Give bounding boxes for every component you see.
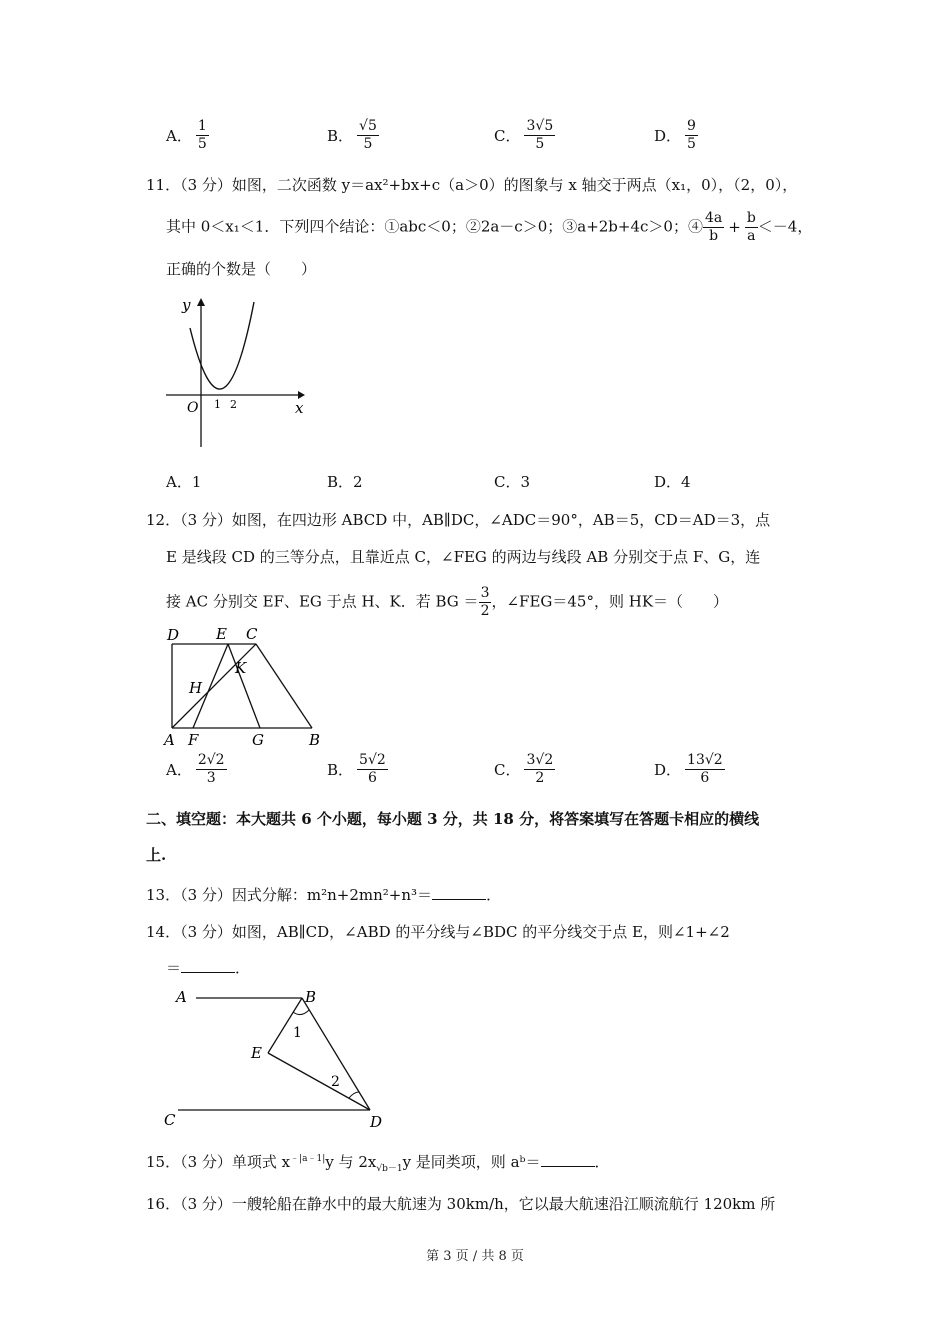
q15-mid: y 与 2x	[325, 1153, 377, 1171]
fraction-numerator: 5√2	[359, 752, 386, 768]
q10-option-c	[494, 118, 555, 153]
q12-line2: E 是线段 CD 的三等分点，且靠近点 C，∠FEG 的两边与线段 AB 分别交于点 F、G，连	[166, 548, 761, 566]
q11-line2-text: 其中 0＜x₁＜1．下列四个结论：①abc＜0；②2a－c＞0；③a+2b+4c＞0；④	[166, 217, 703, 236]
fraction-numerator: 3√2	[526, 752, 554, 768]
fraction-denominator: 5	[687, 136, 696, 152]
q12-line3-text: 接 AC 分别交 EF、EG 于点 H、K．若 BG ＝	[166, 592, 479, 611]
fraction-numerator: 3√5	[526, 118, 554, 134]
fraction-denominator: 5	[363, 136, 373, 152]
option-label: D．	[654, 127, 682, 145]
plus-sign: +	[728, 217, 741, 236]
q11-option-a: A．1	[166, 473, 202, 491]
point-e-label: E	[216, 625, 227, 643]
answer-blank[interactable]	[432, 885, 486, 900]
segment-ed	[268, 1053, 370, 1110]
answer-blank[interactable]	[181, 958, 235, 973]
point-f-label: F	[188, 731, 199, 749]
option-label: A．	[166, 127, 192, 145]
q11-line3: 正确的个数是（ ）	[166, 260, 317, 278]
tick-1-label: 1	[214, 398, 221, 411]
q15-end: ．	[594, 1153, 610, 1171]
q12-line3-end: ，∠FEG＝45°，则 HK＝（ ）	[491, 592, 729, 611]
y-label: y	[182, 296, 191, 314]
origin-label: O	[187, 400, 199, 416]
q12-option-b	[327, 752, 388, 787]
fraction-denominator: 6	[700, 770, 710, 786]
q12-line3	[166, 585, 728, 620]
q10-option-b	[327, 118, 379, 153]
q15-post: y 是同类项，则 aᵇ＝	[402, 1153, 541, 1171]
q11-option-d: D．4	[654, 473, 691, 491]
option-label: B．	[327, 761, 354, 779]
q14-end: ．	[235, 959, 251, 977]
q12-line1: 12．（3 分）如图，在四边形 ABCD 中，AB∥DC，∠ADC＝90°，AB＝5，CD＝AD＝3，点	[146, 511, 771, 529]
fraction-denominator: 5	[535, 136, 545, 152]
q11-option-c: C．3	[494, 473, 531, 491]
point-b-label: B	[309, 731, 321, 749]
angle-bisector-figure	[160, 985, 400, 1135]
fraction-numerator: 3	[480, 585, 490, 601]
angle-1-label: 1	[293, 1025, 302, 1041]
fraction-denominator: a	[747, 228, 756, 244]
angle-arc-2	[349, 1092, 359, 1098]
x-label: x	[295, 399, 304, 417]
point-g-label: G	[252, 731, 264, 749]
trapezoid-figure	[160, 622, 340, 752]
point-b-label: B	[305, 988, 317, 1006]
point-d-label: D	[370, 1113, 383, 1131]
q11-line2	[166, 210, 812, 245]
point-d-label: D	[167, 626, 180, 644]
answer-blank[interactable]	[541, 1152, 595, 1167]
point-c-label: C	[246, 625, 258, 643]
segment-bd	[302, 998, 370, 1110]
q14-line1: 14．（3 分）如图，AB∥CD，∠ABD 的平分线与∠BDC 的平分线交于点 E，则∠1+∠2	[146, 923, 730, 941]
q11-option-b: B．2	[327, 473, 363, 491]
q14-line2	[166, 957, 250, 979]
fraction-numerator: 13√2	[687, 752, 723, 768]
point-a-label: A	[176, 988, 187, 1006]
angle-2-label: 2	[331, 1074, 340, 1090]
x-axis-arrow	[298, 391, 305, 399]
fraction-numerator: 1	[197, 118, 207, 134]
fraction-denominator: b	[709, 228, 719, 244]
point-c-label: C	[164, 1111, 176, 1129]
fraction-denominator: 3	[206, 770, 216, 786]
fraction-numerator: 2√2	[197, 752, 225, 768]
q13-text: 13．（3 分）因式分解：m²n+2mn²+n³＝	[146, 886, 433, 904]
angle-arc-1	[293, 1010, 309, 1015]
q12-option-c	[494, 752, 555, 787]
option-label: C．	[494, 127, 521, 145]
fraction-numerator: b	[746, 210, 756, 226]
q15-superscript: ﹣|a﹣1|	[290, 1154, 326, 1164]
q15-subscript: √b－1	[376, 1164, 403, 1174]
q11-line2-end: ＜－4，	[757, 217, 813, 236]
option-label: C．	[494, 761, 521, 779]
q15-text: 15．（3 分）单项式 x	[146, 1153, 291, 1171]
page-footer: 第 3 页 / 共 8 页	[426, 1249, 524, 1264]
section2-heading-line2: 上.	[146, 846, 167, 864]
option-label: B．	[327, 127, 354, 145]
fraction-numerator: 4a	[704, 210, 723, 226]
fraction-numerator: 9	[687, 118, 696, 134]
q12-option-d	[654, 752, 725, 787]
point-h-label: H	[189, 679, 203, 697]
option-label: D．	[654, 761, 682, 779]
fraction-numerator: √5	[359, 118, 377, 134]
section2-heading-line1: 二、填空题：本大题共 6 个小题，每小题 3 分，共 18 分，将答案填写在答题卡相应的横线	[146, 810, 760, 828]
fraction-denominator: 2	[480, 603, 490, 619]
q16: 16．（3 分）一艘轮船在静水中的最大航速为 30km/h，它以最大航速沿江顺流航行 120km 所	[146, 1195, 776, 1213]
fraction-denominator: 6	[367, 770, 377, 786]
q13-end: ．	[486, 886, 502, 904]
option-label: A．	[166, 761, 192, 779]
y-axis-arrow	[197, 298, 205, 306]
tick-2-label: 2	[230, 398, 237, 411]
point-k-label: K	[235, 659, 247, 677]
fraction-denominator: 2	[535, 770, 545, 786]
q15	[146, 1148, 610, 1180]
q13	[146, 884, 501, 906]
fraction-denominator: 5	[197, 136, 207, 152]
q10-option-a	[166, 118, 209, 153]
parabola-graph	[160, 292, 310, 452]
point-e-label: E	[251, 1044, 262, 1062]
segment-cb	[256, 644, 312, 728]
q12-option-a	[166, 752, 227, 787]
q14-line2-text: ＝	[166, 959, 182, 977]
parabola-curve	[190, 302, 254, 389]
q11-line1: 11．（3 分）如图，二次函数 y＝ax²+bx+c（a＞0）的图象与 x 轴交于两点（x₁，0），（2，0），	[146, 176, 798, 194]
q10-option-d	[654, 118, 698, 153]
point-a-label: A	[164, 731, 175, 749]
